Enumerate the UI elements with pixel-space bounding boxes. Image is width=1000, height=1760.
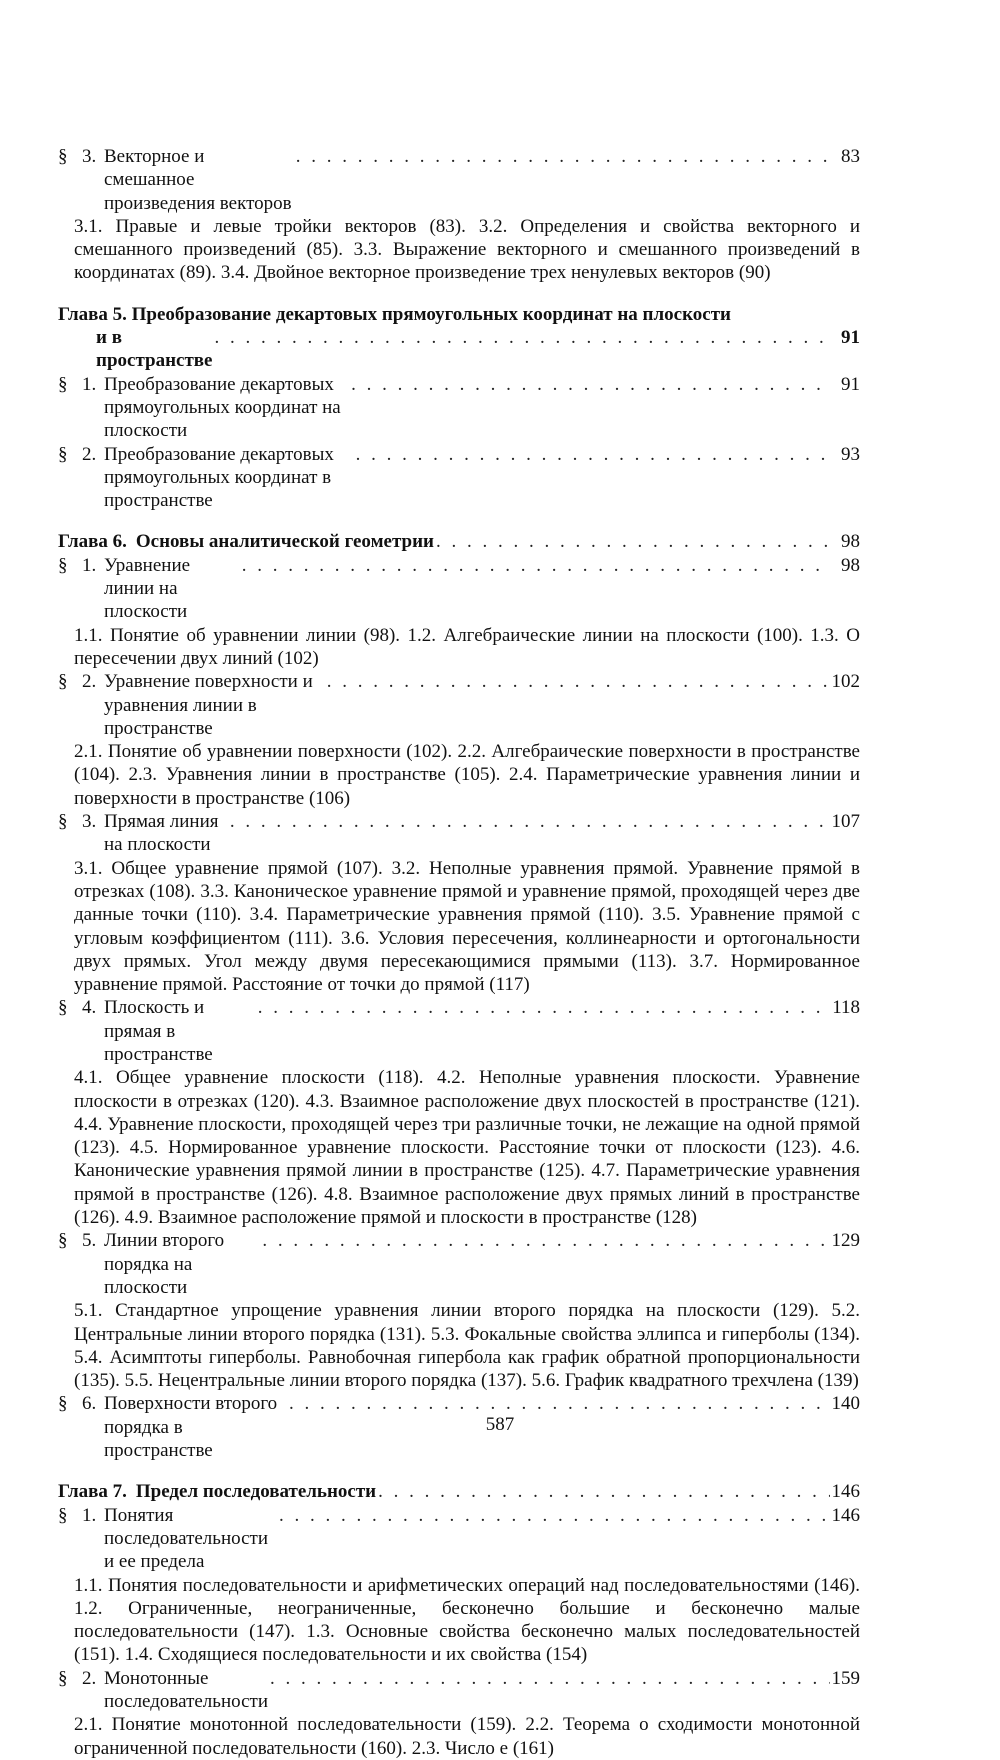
- leader-dots: [296, 145, 830, 168]
- leader-dots: [279, 1504, 830, 1527]
- section-number: 3.: [82, 811, 97, 833]
- leader-dots: [327, 670, 830, 693]
- toc-section-entry[interactable]: [58, 373, 860, 443]
- section-number: 6.: [82, 1393, 97, 1415]
- chapter-title: Преобразование декартовых прямоугольных координат на плоскости: [131, 303, 731, 325]
- subsection-list: 2.1. Понятие монотонной последовательности (159). 2.2. Теорема о сходимости монотонной ограниченной последовательности (160). 2.3. Число e (161): [74, 1714, 860, 1759]
- chapter-title-continued: и в пространстве: [96, 327, 213, 372]
- chapter-label: Глава 5.: [58, 303, 127, 325]
- toc-section-entry[interactable]: [58, 810, 860, 857]
- section-symbol: §: [58, 811, 68, 833]
- leader-dots: [378, 1480, 829, 1503]
- section-symbol: §: [58, 146, 68, 167]
- page-number: 587: [485, 1414, 515, 1435]
- page-ref: 91: [841, 327, 860, 349]
- section-number: 1.: [82, 373, 97, 395]
- page-ref: 146: [831, 1481, 860, 1503]
- section-number: 2.: [82, 443, 97, 465]
- toc-section-entry[interactable]: [58, 996, 860, 1066]
- leader-dots: [230, 810, 830, 833]
- section-title: Прямая линия на плоскости: [104, 811, 219, 856]
- table-of-contents: [58, 145, 860, 1760]
- toc-section-entry[interactable]: [58, 1667, 860, 1714]
- page-ref: 83: [841, 146, 860, 167]
- toc-chapter-entry[interactable]: [58, 1480, 860, 1503]
- leader-dots: [258, 996, 830, 1019]
- page-ref: 91: [841, 373, 860, 395]
- section-number: 3.: [82, 146, 97, 167]
- section-number: 1.: [82, 1504, 97, 1526]
- section-title: Преобразование декартовых прямоугольных координат в пространстве: [104, 443, 334, 512]
- toc-chapter-entry[interactable]: [58, 303, 860, 373]
- section-symbol: §: [58, 1230, 68, 1252]
- leader-dots: [262, 1229, 829, 1252]
- subsection-list: 4.1. Общее уравнение плоскости (118). 4.2. Неполные уравнения плоскости. Уравнение плоскости в отрезках (120). 4.3. Взаимное расположение двух плоскостей в пространстве (121). 4.4. Уравнение плоскости, проходящей через три различные точки, не лежащие на одной прямой (123). 4.5. Нормированное уравнение плоскости. Расстояние точки от плоскости (123). 4.6. Канонические уравнения прямой линии в пространстве (125). 4.7. Параметрические уравнения прямой в пространстве (126). 4.8. Взаимное расположение двух прямых линий в пространстве (126). 4.9. Взаимное расположение прямой и плоскости в пространстве (128): [74, 1067, 860, 1229]
- toc-section-entry[interactable]: [58, 1229, 860, 1299]
- section-symbol: §: [58, 1393, 68, 1415]
- subsection-list: 1.1. Понятие об уравнении линии (98). 1.2. Алгебраические линии на плоскости (100). 1.3. О пересечении двух линий (102): [74, 624, 860, 669]
- subsection-list: 1.1. Понятия последовательности и арифметических операций над последовательностями (146). 1.2. Ограниченные, неограниченные, бесконечно большие и бесконечно малые последовательности (147). 1.3. Основные свойства бесконечно малых последовательностей (151). 1.4. Сходящиеся последовательности и их свойства (154): [74, 1574, 860, 1666]
- section-symbol: §: [58, 443, 68, 465]
- page-ref: 129: [831, 1230, 860, 1252]
- page-ref: 146: [831, 1504, 860, 1526]
- subsection-list: 5.1. Стандартное упрощение уравнения линии второго порядка на плоскости (129). 5.2. Центральные линии второго порядка (131). 5.3. Фокальные свойства эллипса и гиперболы (134). 5.4. Асимптоты гиперболы. Равнобочная гипербола как график обратной пропорциональности (135). 5.5. Нецентральные линии второго порядка (137). 5.6. График квадратного трехчлена (139): [74, 1300, 860, 1392]
- toc-chapter-entry[interactable]: [58, 530, 860, 553]
- chapter-title: Основы аналитической геометрии: [135, 531, 434, 553]
- section-number: 1.: [82, 554, 97, 576]
- section-symbol: §: [58, 554, 68, 576]
- leader-dots: [270, 1667, 830, 1690]
- page-ref: 118: [832, 997, 860, 1019]
- leader-dots: [289, 1392, 829, 1415]
- page-ref: 107: [831, 811, 860, 833]
- page-ref: 140: [831, 1393, 860, 1415]
- section-symbol: §: [58, 997, 68, 1019]
- chapter-label: Глава 7.: [58, 1481, 127, 1503]
- page-ref: 102: [831, 671, 860, 693]
- page-ref: 159: [831, 1667, 860, 1689]
- section-symbol: §: [58, 1667, 68, 1689]
- toc-section-entry[interactable]: [58, 145, 860, 215]
- page-ref: 98: [841, 554, 860, 576]
- toc-section-entry[interactable]: [58, 1504, 860, 1574]
- section-symbol: §: [58, 1504, 68, 1526]
- leader-dots: [214, 326, 830, 349]
- toc-section-entry[interactable]: [58, 670, 860, 740]
- leader-dots: [436, 530, 830, 553]
- leader-dots: [356, 443, 830, 466]
- subsection-list: 2.1. Понятие об уравнении поверхности (102). 2.2. Алгебраические поверхности в пространстве (104). 2.3. Уравнения линии в пространстве (105). 2.4. Параметрические уравнения линии и поверхности в пространстве (106): [74, 741, 860, 809]
- toc-section-entry[interactable]: [58, 443, 860, 513]
- section-title: Линии второго порядка на плоскости: [104, 1230, 225, 1298]
- section-title: Плоскость и прямая в пространстве: [104, 997, 213, 1065]
- section-title: Поверхности второго порядка в пространстве: [104, 1393, 278, 1462]
- section-number: 2.: [82, 671, 97, 693]
- chapter-title: Предел последовательности: [135, 1481, 377, 1503]
- section-title: Монотонные последовательности: [104, 1667, 268, 1712]
- subsection-list: 3.1. Правые и левые тройки векторов (83). 3.2. Определения и свойства векторного и смешанного произведений (85). 3.3. Выражение векторного и смешанного произведений в координатах (89). 3.4. Двойное векторное произведение трех ненулевых векторов (90): [74, 215, 860, 284]
- leader-dots: [242, 554, 830, 577]
- section-number: 4.: [82, 997, 97, 1019]
- section-number: 5.: [82, 1230, 97, 1252]
- section-title: Векторное и смешанное произведения векторов: [104, 146, 292, 214]
- subsection-list: 3.1. Общее уравнение прямой (107). 3.2. Неполные уравнения прямой. Уравнение прямой в отрезках (108). 3.3. Каноническое уравнение прямой и уравнение прямой, проходящей через две данные точки (110). 3.4. Параметрические уравнения прямой (110). 3.5. Уравнение прямой с угловым коэффициентом (111). 3.6. Условия пересечения, коллинеарности и ортогональности двух прямых. Угол между двумя пересекающимися прямыми (113). 3.7. Нормированное уравнение прямой. Расстояние от точки до прямой (117): [74, 857, 860, 996]
- section-number: 2.: [82, 1667, 97, 1689]
- section-title: Уравнение поверхности и уравнения линии в пространстве: [104, 671, 313, 739]
- section-symbol: §: [58, 671, 68, 693]
- chapter-label: Глава 6.: [58, 531, 127, 553]
- section-title: Уравнение линии на плоскости: [104, 554, 191, 623]
- page-ref: 93: [841, 443, 860, 465]
- toc-section-entry[interactable]: [58, 554, 860, 624]
- section-symbol: §: [58, 373, 68, 395]
- page-ref: 98: [841, 531, 860, 553]
- section-title: Преобразование декартовых прямоугольных координат на плоскости: [104, 373, 341, 442]
- leader-dots: [351, 373, 830, 396]
- section-title: Понятия последовательности и ее предела: [104, 1504, 268, 1573]
